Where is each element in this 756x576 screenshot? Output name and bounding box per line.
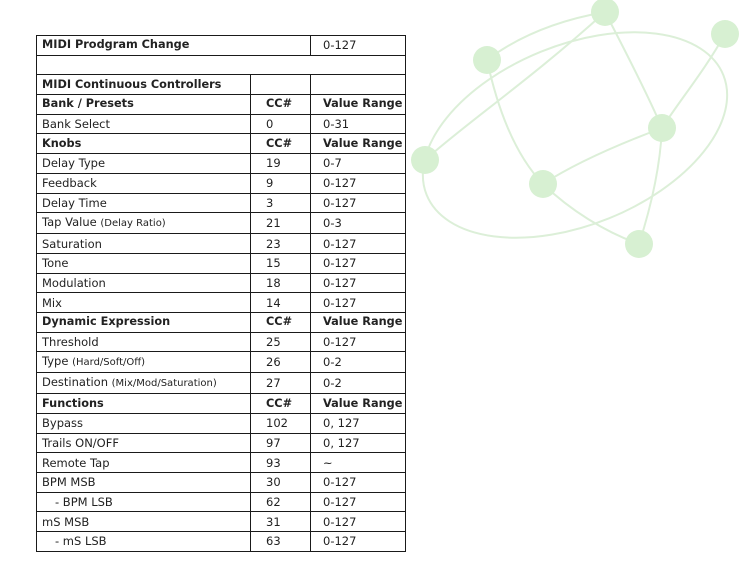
program-change-value: 0-127: [311, 36, 406, 56]
section-header-row: [37, 95, 406, 115]
value-range-column-header: Value Range: [311, 95, 406, 115]
parameter-name: Modulation: [42, 275, 106, 290]
program-change-label: MIDI Prodgram Change: [37, 36, 311, 56]
value-range: 0-127: [311, 532, 406, 552]
parameter-name: mS MSB: [42, 514, 90, 529]
midi-cc-table-body: [37, 36, 406, 552]
cc-number: 97: [251, 433, 311, 453]
parameter-name: Bank Select: [42, 117, 111, 132]
empty-cell: [311, 75, 406, 95]
parameter-name: Remote Tap: [42, 455, 110, 470]
parameter-name-cell: [37, 193, 251, 213]
section-header-row: [37, 134, 406, 154]
cc-number: 18: [251, 273, 311, 293]
cc-number: 14: [251, 293, 311, 313]
table-row: [37, 453, 406, 473]
value-range: 0-31: [311, 114, 406, 134]
parameter-name: Saturation: [42, 236, 102, 251]
parameter-name: Tap Value: [42, 215, 97, 230]
value-range: 0-2: [311, 352, 406, 373]
continuous-controllers-title: MIDI Continuous Controllers: [37, 75, 251, 95]
parameter-name: Delay Type: [42, 156, 106, 171]
parameter-name-cell: [37, 234, 251, 254]
parameter-name-cell: [37, 253, 251, 273]
parameter-name-cell: [37, 473, 251, 493]
table-row: [37, 492, 406, 512]
table-row: [37, 473, 406, 493]
parameter-name: Type: [42, 354, 69, 369]
section-title: Bank / Presets: [37, 95, 251, 115]
table-row: [37, 193, 406, 213]
value-range: 0-127: [311, 332, 406, 352]
section-title: Dynamic Expression: [37, 312, 251, 332]
parameter-name: Tone: [42, 256, 69, 271]
cc-number: 31: [251, 512, 311, 532]
program-change-row: [37, 36, 406, 56]
empty-cell: [251, 75, 311, 95]
value-range: 0, 127: [311, 414, 406, 434]
value-range: ~: [311, 453, 406, 473]
spacer-cell: [37, 55, 406, 75]
cc-number: 27: [251, 373, 311, 394]
cc-number: 0: [251, 114, 311, 134]
parameter-name: Delay Time: [42, 195, 107, 210]
cc-number: 93: [251, 453, 311, 473]
value-range: 0-2: [311, 373, 406, 394]
cc-number: 9: [251, 173, 311, 193]
cc-number: 26: [251, 352, 311, 373]
cc-column-header: CC#: [251, 134, 311, 154]
parameter-name-cell: [37, 213, 251, 234]
parameter-name-cell: [37, 173, 251, 193]
parameter-note: (Mix/Mod/Saturation): [111, 378, 217, 390]
cc-number: 62: [251, 492, 311, 512]
section-title: Knobs: [37, 134, 251, 154]
table-row: [37, 273, 406, 293]
spacer-row: [37, 55, 406, 75]
cc-number: 21: [251, 213, 311, 234]
table-row: [37, 414, 406, 434]
section-title: Functions: [37, 394, 251, 414]
value-range: 0-127: [311, 473, 406, 493]
cc-number: 25: [251, 332, 311, 352]
value-range: 0-127: [311, 173, 406, 193]
table-row: [37, 173, 406, 193]
parameter-name: Threshold: [42, 334, 99, 349]
table-row: [37, 253, 406, 273]
parameter-name: Bypass: [42, 416, 84, 431]
parameter-note: (Hard/Soft/Off): [72, 357, 146, 369]
parameter-name-cell: [37, 332, 251, 352]
parameter-name: Trails ON/OFF: [42, 436, 119, 451]
parameter-name-cell: [37, 512, 251, 532]
table-row: [37, 154, 406, 174]
section-header-row: [37, 312, 406, 332]
cc-number: 63: [251, 532, 311, 552]
parameter-name: Feedback: [42, 176, 97, 191]
parameter-name-cell: [37, 273, 251, 293]
value-range: 0-3: [311, 213, 406, 234]
value-range: 0-127: [311, 253, 406, 273]
parameter-name-cell: [37, 114, 251, 134]
parameter-name: - BPM LSB: [55, 495, 113, 510]
parameter-name-cell: [37, 154, 251, 174]
table-row: [37, 433, 406, 453]
parameter-name: - mS LSB: [55, 534, 107, 549]
cc-number: 30: [251, 473, 311, 493]
table-row: [37, 373, 406, 394]
table-row: [37, 352, 406, 373]
cc-column-header: CC#: [251, 95, 311, 115]
table-row: [37, 234, 406, 254]
parameter-name-cell: [37, 492, 251, 512]
parameter-note: (Delay Ratio): [100, 218, 166, 230]
cc-number: 19: [251, 154, 311, 174]
value-range: 0-127: [311, 273, 406, 293]
continuous-title-row: [37, 75, 406, 95]
midi-cc-table: [36, 35, 406, 552]
parameter-name-cell: [37, 433, 251, 453]
value-range-column-header: Value Range: [311, 312, 406, 332]
parameter-name-cell: [37, 293, 251, 313]
value-range: 0-127: [311, 512, 406, 532]
parameter-name: BPM MSB: [42, 475, 96, 490]
value-range: 0-127: [311, 293, 406, 313]
table-row: [37, 293, 406, 313]
cc-column-header: CC#: [251, 394, 311, 414]
section-header-row: [37, 394, 406, 414]
table-row: [37, 512, 406, 532]
cc-number: 23: [251, 234, 311, 254]
parameter-name-cell: [37, 414, 251, 434]
parameter-name: Destination: [42, 375, 108, 390]
cc-number: 102: [251, 414, 311, 434]
value-range: 0-127: [311, 234, 406, 254]
parameter-name-cell: [37, 373, 251, 394]
table-row: [37, 532, 406, 552]
value-range: 0-7: [311, 154, 406, 174]
value-range: 0, 127: [311, 433, 406, 453]
table-row: [37, 114, 406, 134]
parameter-name: Mix: [42, 295, 62, 310]
table-row: [37, 332, 406, 352]
value-range-column-header: Value Range: [311, 134, 406, 154]
parameter-name-cell: [37, 532, 251, 552]
cc-number: 15: [251, 253, 311, 273]
cc-column-header: CC#: [251, 312, 311, 332]
parameter-name-cell: [37, 352, 251, 373]
parameter-name-cell: [37, 453, 251, 473]
table-row: [37, 213, 406, 234]
cc-number: 3: [251, 193, 311, 213]
value-range: 0-127: [311, 193, 406, 213]
value-range-column-header: Value Range: [311, 394, 406, 414]
value-range: 0-127: [311, 492, 406, 512]
